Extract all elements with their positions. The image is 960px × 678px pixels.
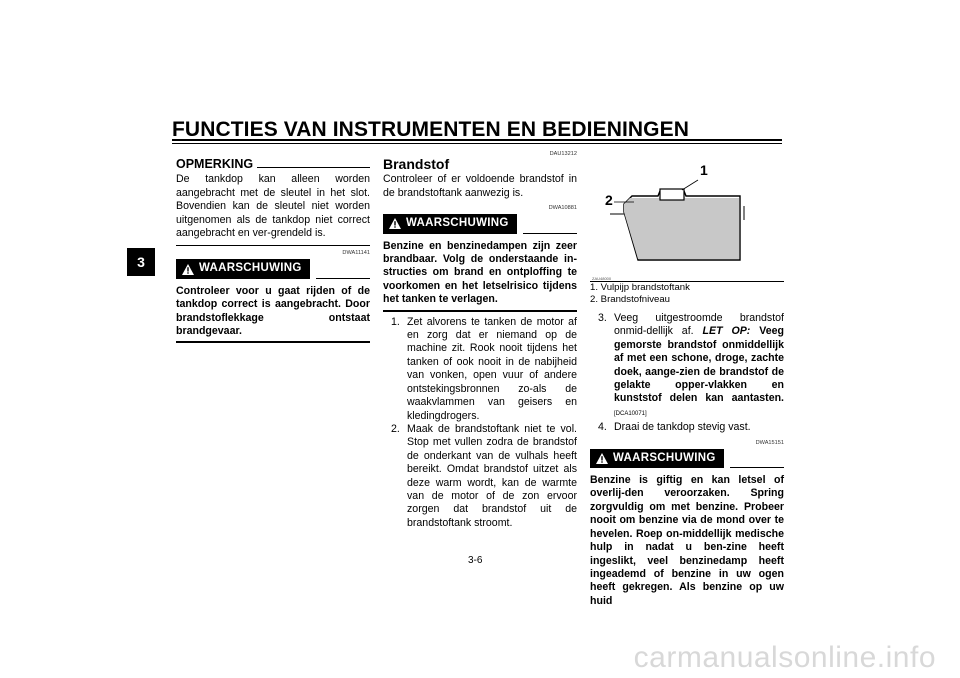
list-item: 4. Draai de tankdop stevig vast. <box>598 421 751 434</box>
warning-heading <box>383 214 577 233</box>
let-op-label: LET OP: <box>702 325 751 338</box>
warning-code: DWA10881 <box>548 205 577 212</box>
warning-badge: WAARSCHUWING <box>590 449 724 468</box>
warning-badge: WAARSCHUWING <box>176 259 310 278</box>
warning-code: DWA11141 <box>342 250 370 257</box>
header-rule <box>172 139 782 141</box>
figure-label-2: 2 <box>605 192 613 208</box>
fuel-tank-illustration <box>590 152 784 280</box>
watermark: carmanualsonline.info <box>633 641 936 674</box>
list-item: 3. Veeg uitgestroomde brandstof onmid-dellijk af. LET OP: Veeg gemorste brandstof onmiddellijk af met een schone, droge, zachte doek, aange-zien de brandstof de gelakte opper-vlakken en kunststof delen kan aantasten. [DCA10071] <box>598 312 784 417</box>
section-intro: Controleer of er voldoende brandstof in de brandstoftank aanwezig is. <box>383 173 577 199</box>
note-heading <box>176 158 370 171</box>
figure-legend <box>590 282 784 306</box>
warning-text: Benzine is giftig en kan letsel of overlij-den veroorzaken. Spring zorgvuldig om met benzine. Probeer nooit om benzine via de mond over te hevelen. Roep on-middellijk medische hulp in nadat u ben-zine heeft ingeslikt, veel benzinedamp heeft ingeademd of benzine in uw ogen heeft gekregen. Als benzine op uw huid <box>590 474 784 607</box>
legend-item: 1. Vulpijp brandstoftank <box>590 282 690 293</box>
note-text: De tankdop kan alleen worden aangebracht met de sleutel in het slot. Bovendien kan de sleutel niet worden uitgenomen als de tankdop niet correct aangebracht en ver-grendeld is. <box>176 173 370 240</box>
column-3 <box>590 150 784 608</box>
warning-heading <box>176 259 370 278</box>
list-item: 2. Maak de brandstoftank niet te vol. Stop met vullen zodra de brandstof de onderkant van de vulhals heeft bereikt. Omdat brandstof uitzet als deze warm wordt, kan de warmte van de motor of de zon ervoor zorgen dat brandstof uit de brandstoftank stroomt. <box>391 422 577 529</box>
steps-list <box>383 316 577 531</box>
fuel-tank-figure <box>590 152 784 280</box>
header-rule-thin <box>172 143 782 144</box>
page-number: 3-6 <box>468 555 483 566</box>
warning-triangle-icon <box>182 264 194 275</box>
warning-triangle-icon <box>596 453 608 464</box>
warning-text: Controleer voor u gaat rijden of de tankdop correct is aangebracht. Door brandstoflekkage ontstaat brandgevaar. <box>176 284 370 338</box>
section-title: Brandstof <box>383 156 450 172</box>
column-2 <box>383 150 577 530</box>
warning-heading <box>590 449 784 468</box>
steps-list <box>590 312 784 435</box>
warning-code: DWA15151 <box>755 439 784 446</box>
legend-item: 2. Brandstofniveau <box>590 294 671 305</box>
column-1 <box>176 150 370 343</box>
chapter-tab: 3 <box>127 248 155 276</box>
warning-text: Benzine en benzinedampen zijn zeer brandbaar. Volg de onderstaande in-structies om brand en ontploffing te voorkomen en het letselrisico tijdens het tanken te verlagen. <box>383 239 577 306</box>
caution-code: [DCA10071] <box>614 410 647 417</box>
warning-badge: WAARSCHUWING <box>383 214 517 233</box>
figure-code: ZAU48000 <box>592 276 612 281</box>
section-code: DAU13212 <box>549 151 577 157</box>
figure-label-1: 1 <box>700 162 708 178</box>
page-title: FUNCTIES VAN INSTRUMENTEN EN BEDIENINGEN <box>172 118 689 141</box>
list-item: 1. Zet alvorens te tanken de motor af en zorg dat er niemand op de machine zit. Rook nooit tijdens het tanken of ook nooit in de nabijheid van vonken, open vuur of andere ontstekingsbronnen zo-als de waakvlammen van geisers en kledingdrogers. <box>391 315 577 422</box>
warning-triangle-icon <box>389 218 401 229</box>
note-title: OPMERKING <box>176 157 254 171</box>
